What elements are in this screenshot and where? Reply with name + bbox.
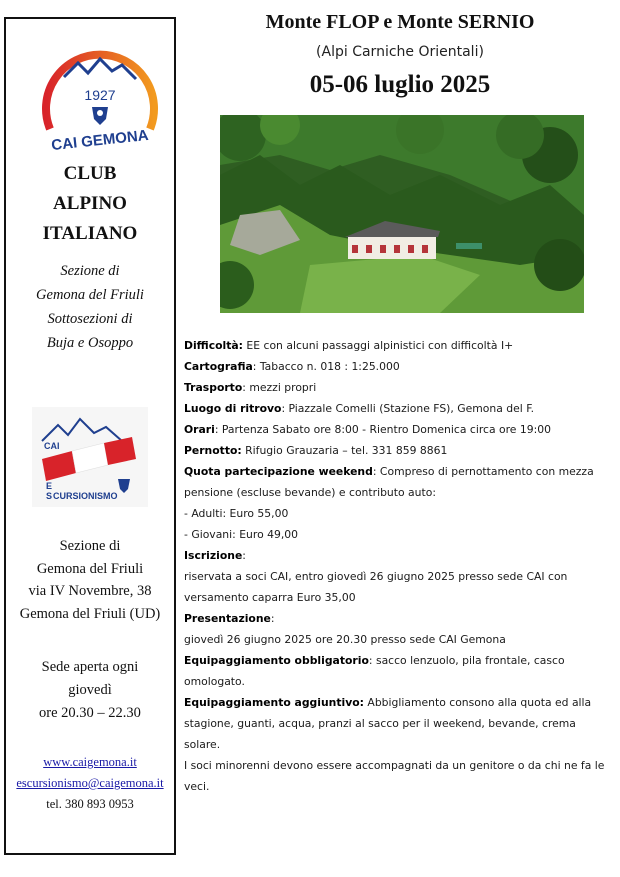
iscrizione-value: riservata a soci CAI, entro giovedì 26 giugno 2025 presso sede CAI con versamento caparra Euro 35,00: [184, 570, 568, 604]
rifugio-photo: [220, 115, 584, 313]
quota-value: : Compreso di pernottamento con mezza pensione (escluse bevande) e contributo auto:: [184, 465, 594, 499]
eq-agg-value: Abbigliamento consono alla quota ed alla stagione, guanti, acqua, pranzi al sacco per il weekend, bevande, crema solare.: [184, 696, 592, 751]
detail-presentazione-heading: [184, 608, 609, 629]
contacts-block: [6, 752, 174, 815]
address-block: [6, 535, 174, 625]
section-info: [6, 259, 174, 355]
section-line-4: Buja e Osoppo: [46, 335, 134, 351]
esc-logo-rest: CURSIONISMO: [53, 491, 118, 501]
esc-logo-e: E: [46, 481, 53, 491]
presentazione-value: giovedì 26 giugno 2025 ore 20.30 presso sede CAI Gemona: [184, 633, 506, 646]
phone-number: tel. 380 893 0953: [46, 797, 134, 811]
detail-difficolta: [184, 335, 609, 356]
hours-line-2: giovedì: [68, 682, 112, 698]
minori-note: I soci minorenni devono essere accompagnati da un genitore o da chi ne fa le veci.: [184, 759, 605, 793]
section-line-1: Sezione di: [60, 263, 120, 279]
detail-quota: [184, 461, 609, 503]
trasporto-label: Trasporto: [184, 381, 243, 394]
cai-escursionismo-logo: [32, 407, 148, 507]
detail-iscrizione-heading: [184, 545, 609, 566]
sidebar-panel: [4, 17, 176, 855]
orari-value: : Partenza Sabato ore 8:00 - Rientro Domenica circa ore 19:00: [214, 423, 551, 436]
detail-orari: [184, 419, 609, 440]
cartografia-label: Cartografia: [184, 360, 253, 373]
page-subtitle: (Alpi Carniche Orientali): [316, 44, 484, 60]
section-line-3: Sottosezioni di: [47, 311, 133, 327]
difficolta-value: EE con alcuni passaggi alpinistici con difficoltà I+: [243, 339, 514, 352]
club-line-3: ITALIANO: [42, 223, 138, 244]
detail-trasporto: [184, 377, 609, 398]
iscrizione-colon: :: [242, 549, 246, 562]
pernotto-label: Pernotto:: [184, 444, 242, 457]
club-name: [6, 159, 174, 249]
quota-giovani: - Giovani: Euro 49,00: [184, 528, 299, 541]
address-line-3: via IV Novembre, 38: [28, 583, 152, 599]
section-line-2: Gemona del Friuli: [36, 287, 144, 303]
detail-eq-obbligatorio: [184, 650, 609, 692]
quota-label: Quota partecipazione weekend: [184, 465, 373, 478]
presentazione-label: Presentazione: [184, 612, 271, 625]
logo-year: 1927: [84, 87, 116, 103]
quota-adulti: - Adulti: Euro 55,00: [184, 507, 289, 520]
trasporto-value: : mezzi propri: [242, 381, 317, 394]
eq-agg-label: Equipaggiamento aggiuntivo:: [184, 696, 364, 709]
esc-logo-s: S: [46, 491, 53, 501]
address-line-4: Gemona del Friuli (UD): [19, 605, 161, 622]
hours-line-1: Sede aperta ogni: [41, 659, 139, 675]
detail-ritrovo: [184, 398, 609, 419]
iscrizione-label: Iscrizione: [184, 549, 243, 562]
esc-logo-cai: CAI: [44, 441, 60, 451]
logo-name: CAI GEMONA: [50, 126, 150, 155]
address-line-1: Sezione di: [59, 538, 121, 554]
hours-line-3: ore 20.30 – 22.30: [39, 705, 141, 721]
email-link[interactable]: escursionismo@caigemona.it: [16, 776, 164, 790]
ritrovo-value: : Piazzale Comelli (Stazione FS), Gemona del F.: [281, 402, 535, 415]
detail-cartografia: [184, 356, 609, 377]
club-line-1: CLUB: [63, 163, 117, 184]
opening-hours: [6, 656, 174, 725]
event-details: [184, 335, 609, 797]
pernotto-value: Rifugio Grauzaria – tel. 331 859 8861: [241, 444, 448, 457]
address-line-2: Gemona del Friuli: [36, 560, 144, 577]
orari-label: Orari: [184, 423, 215, 436]
ritrovo-label: Luogo di ritrovo: [184, 402, 282, 415]
difficolta-label: Difficoltà:: [184, 339, 243, 352]
website-link[interactable]: www.caigemona.it: [43, 755, 137, 769]
club-line-2: ALPINO: [53, 193, 127, 214]
event-date: 05-06 luglio 2025: [309, 71, 491, 98]
detail-eq-aggiuntivo: [184, 692, 609, 755]
cartografia-value: : Tabacco n. 018 : 1:25.000: [252, 360, 400, 373]
eq-obbl-label: Equipaggiamento obbligatorio: [184, 654, 369, 667]
presentazione-colon: :: [270, 612, 275, 625]
page-title: Monte FLOP e Monte SERNIO: [265, 11, 535, 33]
cai-gemona-logo: [40, 37, 160, 157]
detail-pernotto: [184, 440, 609, 461]
eq-obbl-value: : sacco lenzuolo, pila frontale, casco omologato.: [184, 654, 565, 688]
